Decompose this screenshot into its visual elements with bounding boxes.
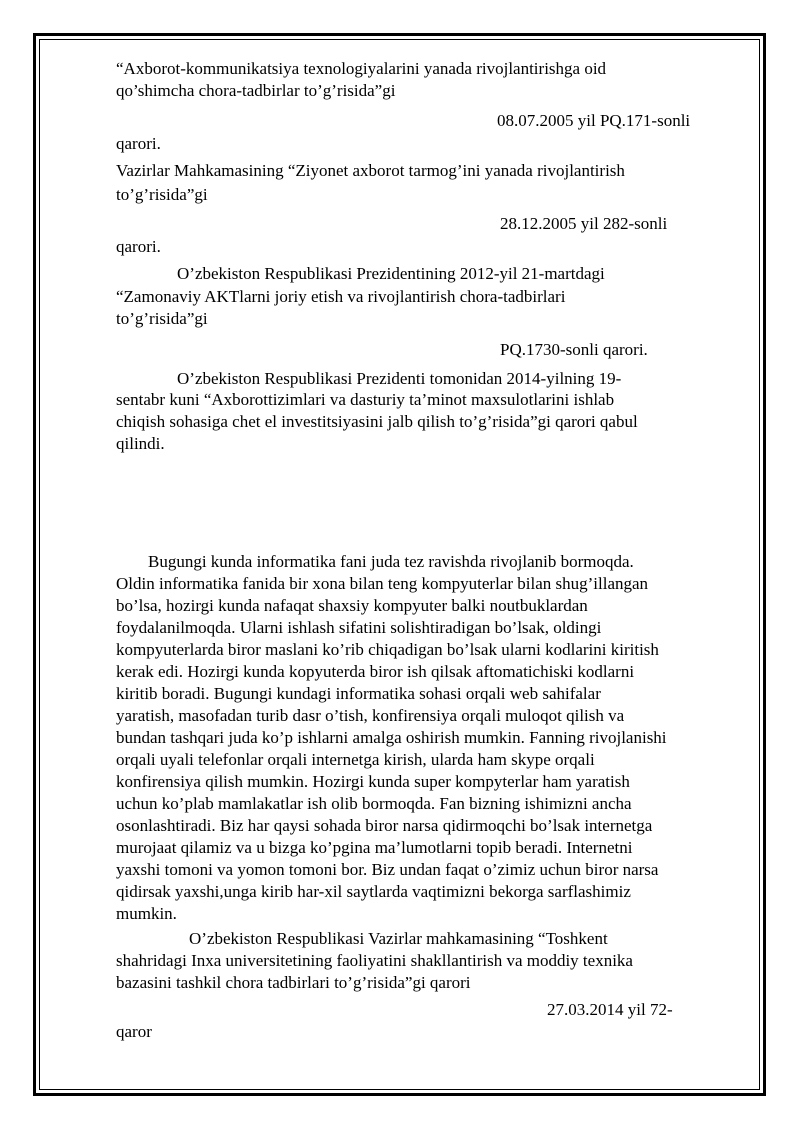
text-line: “Axborot-kommunikatsiya texnologiyalarini yanada rivojlantirishga oid [116, 59, 607, 78]
text-line: to’g’risida”gi [116, 185, 208, 204]
text-line: yaxshi tomoni va yomon tomoni bor. Biz undan faqat o’zimiz uchun biror narsa [116, 860, 659, 879]
text-line: mumkin. [116, 904, 177, 923]
text-line: kompyuterlarda biror maslani ko’rib chiqadigan bo’lsak ularni kodlarini kiritish [116, 640, 659, 659]
text-line: Oldin informatika fanida bir xona bilan teng kompyuterlar bilan shug’illangan [116, 574, 649, 593]
text-line: qo’shimcha chora-tadbirlar to’g’risida”gi [116, 81, 396, 100]
text-line: shahridagi Inxa universitetining faoliyatini shakllantirish va moddiy texnika [116, 951, 633, 970]
text-line: bo’lsa, hozirgi kunda nafaqat shaxsiy kompyuter balki noutbuklardan [116, 596, 588, 615]
text-line: kiritib boradi. Bugungi kundagi informatika sohasi orqali web sahifalar [116, 684, 601, 703]
text-line: uchun ko’plab mamlakatlar ish olib bormoqda. Fan bizning ishimizni ancha [116, 794, 632, 813]
text-line: qaror [116, 1022, 152, 1041]
text-line: qarori. [116, 237, 161, 256]
text-line: konfirensiya qilish mumkin. Hozirgi kunda super kompyterlar ham yaratish [116, 772, 630, 791]
text-line: 08.07.2005 yil PQ.171-sonli [497, 111, 691, 130]
text-line: Vazirlar Mahkamasining “Ziyonet axborot tarmog’ini yanada rivojlantirish [116, 161, 625, 180]
text-line: 28.12.2005 yil 282-sonli [500, 214, 668, 233]
text-line: qidirsak yaxshi,unga kirib har-xil saytlarda vaqtimizni bekorga sarflashimiz [116, 882, 631, 901]
text-line: sentabr kuni “Axborottizimlari va dasturiy ta’minot maxsulotlarini ishlab [116, 390, 615, 409]
text-line: yaratish, masofadan turib dasr o’tish, konfirensiya orqali muloqot qilish va [116, 706, 625, 725]
text-line: qilindi. [116, 434, 165, 453]
text-line: kerak edi. Hozirgi kunda kopyuterda biror ish qilsak aftomatichiski kodlarni [116, 662, 635, 681]
text-line: foydalanilmoqda. Ularni ishlash sifatini solishtiradigan bo’lsak, oldingi [116, 618, 602, 637]
text-line: “Zamonaviy AKTlarni joriy etish va rivojlantirish chora-tadbirlari [116, 287, 566, 306]
text-line: bazasini tashkil chora tadbirlari to’g’risida”gi qarori [116, 973, 471, 992]
text-line: qarori. [116, 134, 161, 153]
text-line: chiqish sohasiga chet el investitsiyasini jalb qilish to’g’risida”gi qarori qabul [116, 412, 638, 431]
text-line: orqali uyali telefonlar orqali internetga kirish, ularda ham skype orqali [116, 750, 595, 769]
text-line: osonlashtiradi. Biz har qaysi sohada biror narsa qidirmoqchi bo’lsak internetga [116, 816, 653, 835]
text-line: PQ.1730-sonli qarori. [500, 340, 648, 359]
text-line: to’g’risida”gi [116, 309, 208, 328]
text-line: O’zbekiston Respublikasi Prezidenti tomonidan 2014-yilning 19- [177, 369, 622, 388]
text-line: O’zbekiston Respublikasi Vazirlar mahkamasining “Toshkent [189, 929, 608, 948]
text-line: Bugungi kunda informatika fani juda tez ravishda rivojlanib bormoqda. [148, 552, 634, 571]
text-line: O’zbekiston Respublikasi Prezidentining 2012-yil 21-martdagi [177, 264, 605, 283]
text-line: bundan tashqari juda ko’p ishlarni amalga oshirish mumkin. Fanning rivojlanishi [116, 728, 667, 747]
text-line: murojaat qilamiz va u bizga ko’pgina ma’lumotlarni topib beradi. Internetni [116, 838, 633, 857]
text-line: 27.03.2014 yil 72- [547, 1000, 673, 1019]
